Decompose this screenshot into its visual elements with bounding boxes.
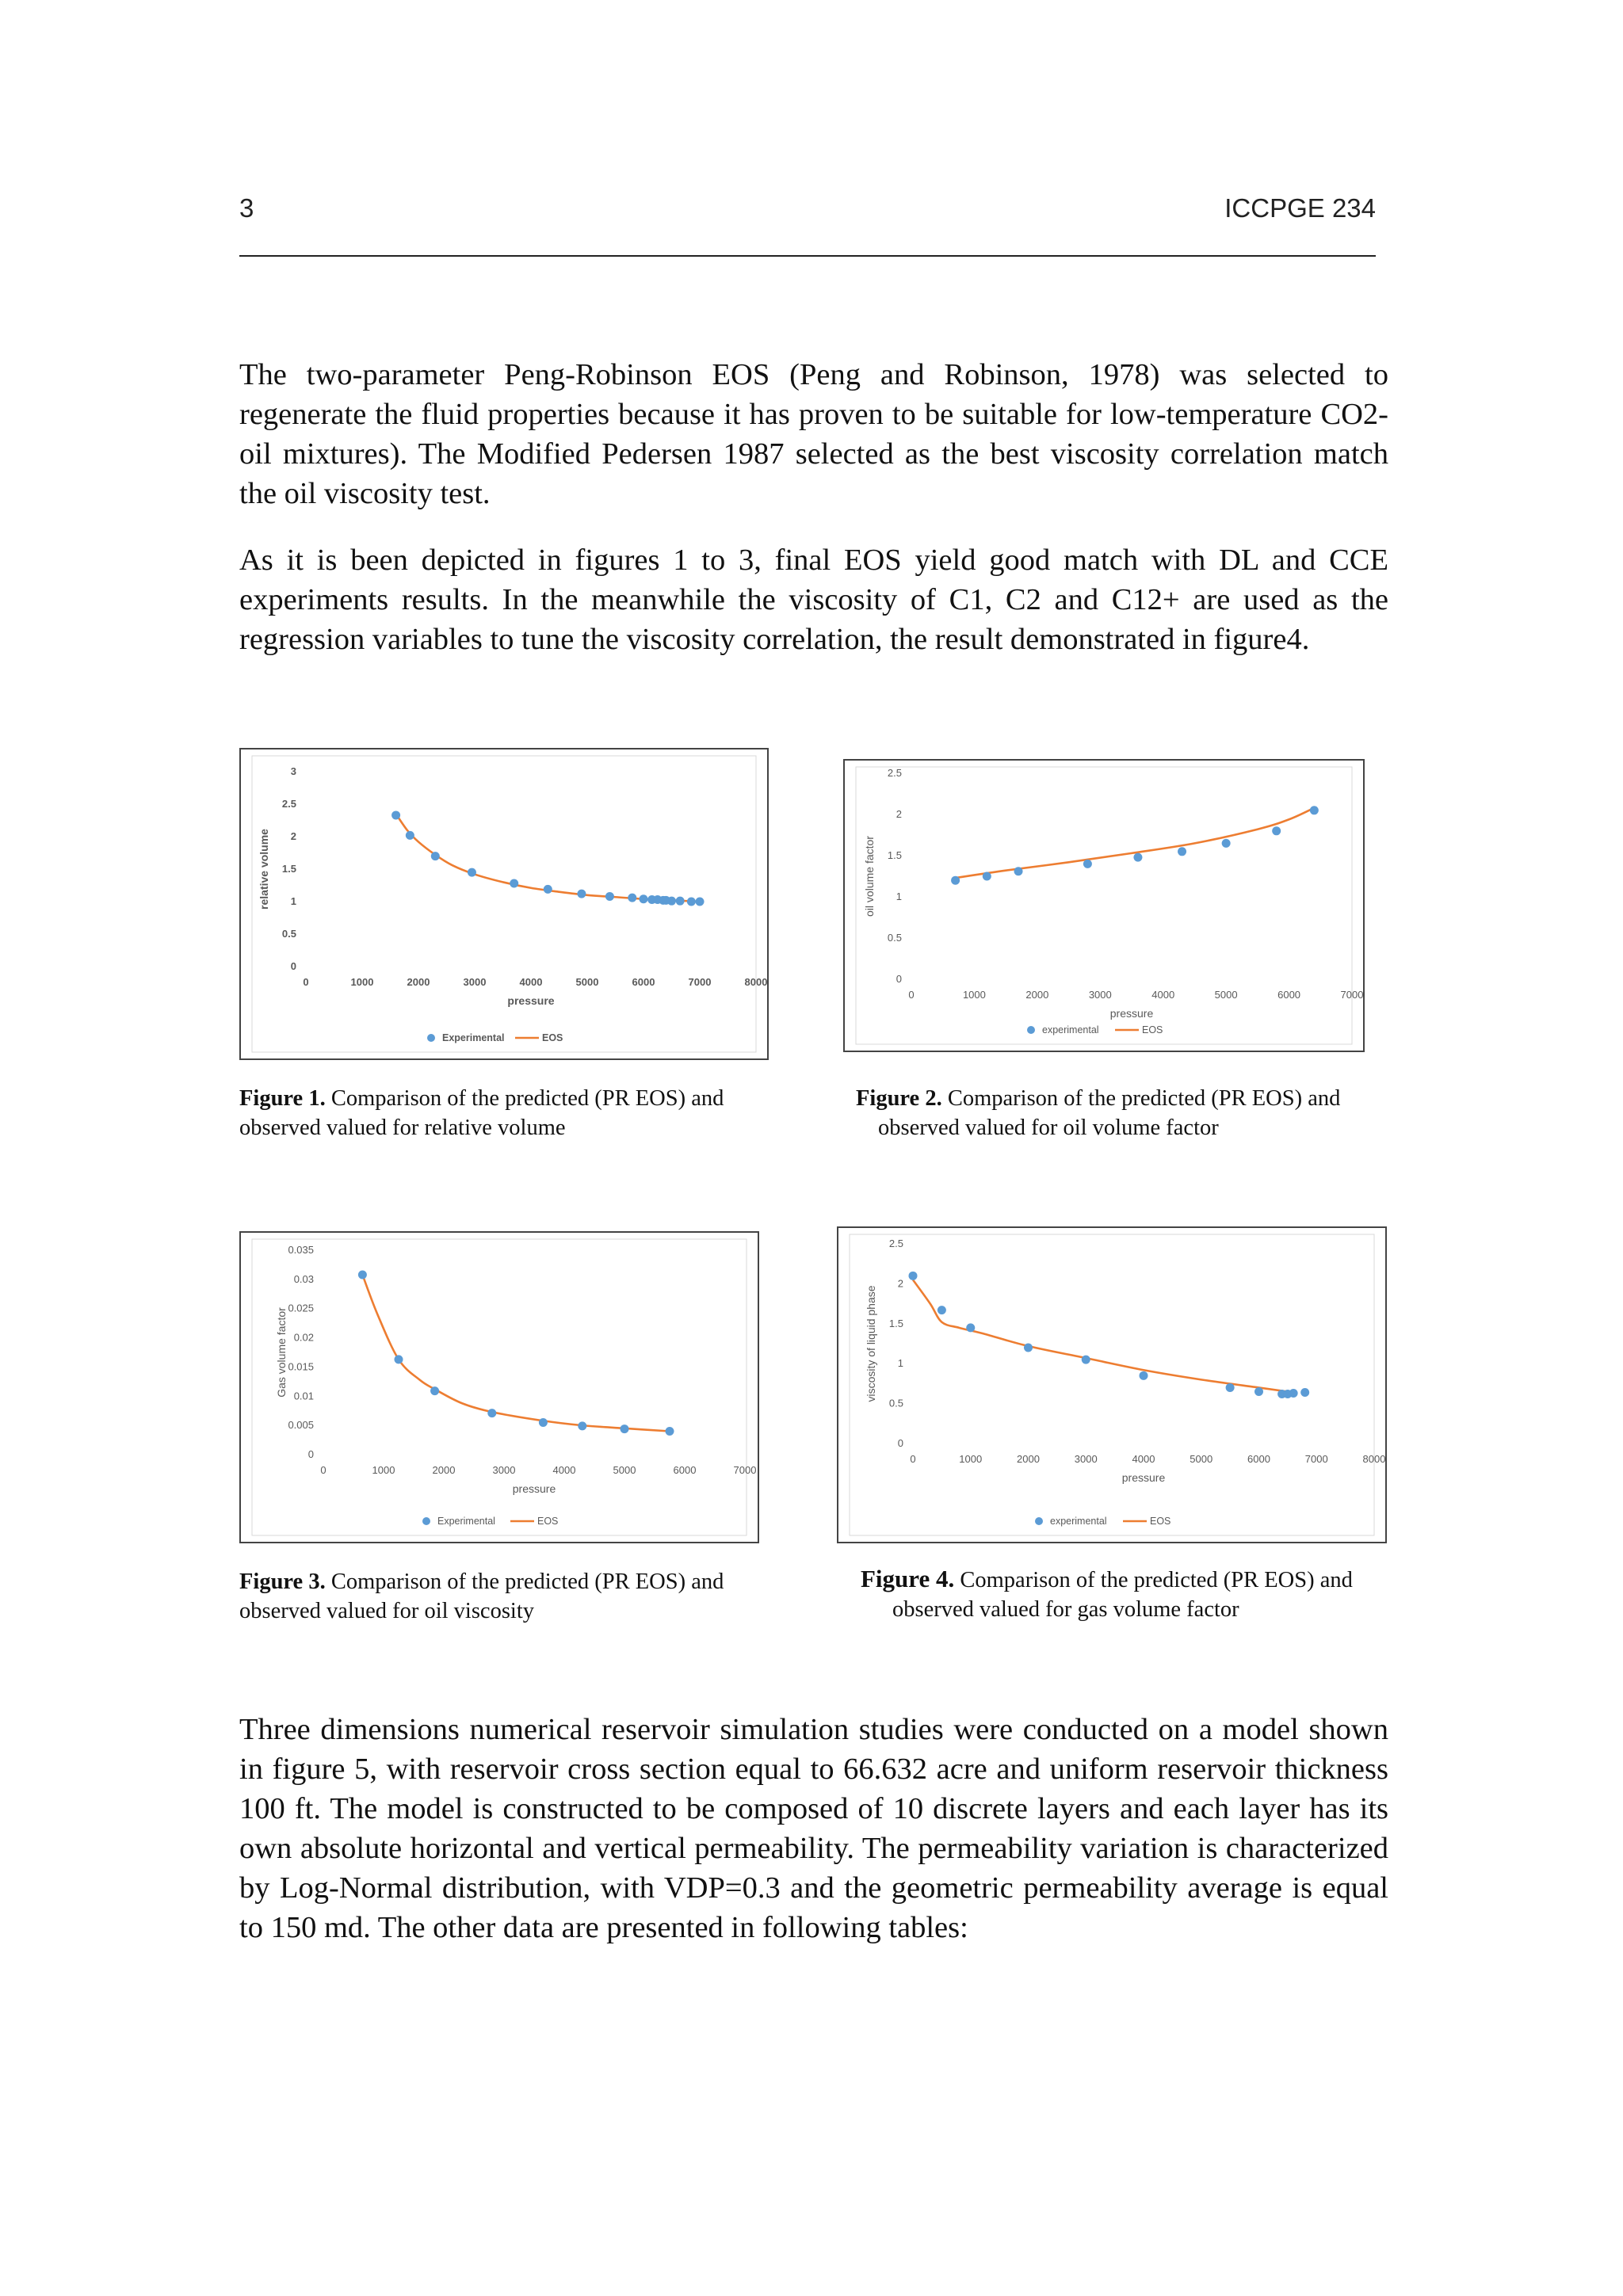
caption-line-2: observed valued for oil viscosity <box>239 1599 535 1623</box>
y-tick-label: 2.5 <box>887 767 902 779</box>
legend-eos-label: EOS <box>1150 1516 1171 1527</box>
y-tick-label: 0.015 <box>288 1360 314 1373</box>
caption-label: Figure 2. <box>856 1086 942 1111</box>
y-tick-label: 3 <box>290 765 296 777</box>
experimental-data-point <box>406 831 414 840</box>
experimental-data-point <box>938 1306 946 1314</box>
legend-experimental-marker <box>1027 1026 1035 1034</box>
paragraph-simulation-model: Three dimensions numerical reservoir simulation studies were conducted on a model shown in figure 5, with reservoir cross section equal to 66.632 acre and uniform reservoir thickness 100 ft. The model is constructed to be composed of 10 discrete layers and each layer has its own absolute horizontal and vertical permeability. The permeability variation is characterized by Log-Normal distribution, with VDP=0.3 and the geometric permeability average is equal to 150 md. The other data are presented in following tables: <box>239 1713 1388 1944</box>
y-tick-label: 2 <box>896 808 902 820</box>
legend-experimental-label: Experimental <box>437 1516 495 1527</box>
experimental-data-point <box>605 892 614 901</box>
experimental-data-point <box>640 894 648 903</box>
chart-frame <box>850 1234 1374 1535</box>
experimental-data-point <box>1289 1389 1298 1398</box>
x-tick-label: 2000 <box>1017 1453 1040 1465</box>
chart-frame <box>252 1239 747 1535</box>
experimental-data-point <box>1178 847 1186 856</box>
chart-2-svg <box>845 761 1363 1051</box>
experimental-data-point <box>1272 826 1281 835</box>
y-axis-label: oil volume factor <box>863 836 876 917</box>
y-tick-label: 1.5 <box>281 863 296 875</box>
y-axis-label: relative volume <box>258 829 270 910</box>
x-tick-label: 1000 <box>962 989 986 1001</box>
chart-frame <box>856 767 1352 1044</box>
x-tick-label: 3000 <box>463 976 487 988</box>
y-tick-label: 2.5 <box>281 798 296 810</box>
figure-1-caption <box>239 1084 794 1142</box>
y-tick-label: 0.5 <box>887 932 902 944</box>
caption-line-1: Comparison of the predicted (PR EOS) and <box>330 1086 724 1111</box>
x-tick-label: 5000 <box>575 976 599 988</box>
caption-line-2: observed valued for gas volume factor <box>892 1597 1239 1622</box>
y-tick-label: 0.005 <box>288 1419 314 1432</box>
header-rule <box>239 255 1376 257</box>
legend-experimental-marker <box>427 1034 435 1042</box>
experimental-data-point <box>1014 867 1023 875</box>
y-tick-label: 1.5 <box>887 849 902 861</box>
y-tick-label: 0.02 <box>293 1331 314 1344</box>
experimental-data-point <box>909 1272 918 1280</box>
figure-4-liquid-viscosity-chart <box>837 1226 1387 1543</box>
figure-1-relative-volume-chart <box>239 748 769 1060</box>
y-tick-label: 0 <box>307 1448 314 1460</box>
figure-4-caption <box>861 1564 1415 1624</box>
x-axis-label: pressure <box>512 1482 556 1495</box>
x-tick-label: 3000 <box>492 1464 516 1476</box>
figure-3-gas-volume-factor-chart <box>239 1231 759 1543</box>
x-tick-label: 6000 <box>1247 1453 1270 1465</box>
x-tick-label: 3000 <box>1088 989 1112 1001</box>
x-axis-label: pressure <box>507 994 555 1007</box>
experimental-data-point <box>468 868 476 877</box>
caption-line-1: Comparison of the predicted (PR EOS) and <box>947 1086 1341 1111</box>
legend-experimental-marker <box>422 1517 430 1525</box>
legend-eos-label: EOS <box>1142 1024 1163 1035</box>
experimental-data-point <box>666 1427 674 1436</box>
experimental-data-point <box>487 1409 496 1417</box>
x-tick-label: 1000 <box>350 976 374 988</box>
paper-code: ICCPGE 234 <box>1224 193 1376 223</box>
experimental-data-point <box>1254 1387 1263 1396</box>
legend-experimental-label: Experimental <box>442 1032 505 1043</box>
x-tick-label: 5000 <box>1214 989 1238 1001</box>
experimental-data-point <box>1133 853 1142 862</box>
experimental-data-point <box>696 898 705 906</box>
y-tick-label: 0.025 <box>288 1302 314 1314</box>
x-tick-label: 2000 <box>432 1464 456 1476</box>
page-number: 3 <box>239 193 254 223</box>
caption-line-2: observed valued for oil volume factor <box>878 1116 1219 1140</box>
y-tick-label: 0.01 <box>293 1390 314 1402</box>
legend-eos-label: EOS <box>542 1032 563 1043</box>
x-tick-label: 1000 <box>372 1464 395 1476</box>
y-tick-label: 1 <box>897 1357 903 1370</box>
y-tick-label: 2 <box>897 1277 903 1290</box>
y-tick-label: 2.5 <box>888 1238 903 1249</box>
x-tick-label: 2000 <box>1025 989 1049 1001</box>
experimental-data-point <box>1083 860 1092 868</box>
y-tick-label: 1.5 <box>888 1317 903 1329</box>
x-tick-label: 4000 <box>1151 989 1175 1001</box>
chart-3-svg <box>241 1233 758 1542</box>
x-tick-label: 0 <box>303 976 309 988</box>
x-tick-label: 7000 <box>688 976 712 988</box>
y-tick-label: 0.035 <box>288 1244 314 1256</box>
legend-experimental-marker <box>1035 1517 1043 1525</box>
x-tick-label: 7000 <box>1304 1453 1328 1465</box>
experimental-data-point <box>1226 1383 1235 1392</box>
y-tick-label: 0.5 <box>281 928 296 940</box>
x-tick-label: 4000 <box>1132 1453 1155 1465</box>
x-tick-label: 7000 <box>1340 989 1363 1001</box>
experimental-data-point <box>628 894 636 902</box>
experimental-data-point <box>577 890 586 898</box>
experimental-data-point <box>391 810 400 819</box>
experimental-data-point <box>1310 806 1319 814</box>
figure-2-caption <box>856 1084 1411 1142</box>
experimental-data-point <box>431 852 440 860</box>
eos-series-line <box>956 808 1315 878</box>
eos-series-line <box>913 1280 1288 1391</box>
experimental-data-point <box>687 898 696 906</box>
x-tick-label: 1000 <box>959 1453 983 1465</box>
experimental-data-point <box>544 885 552 894</box>
x-axis-label: pressure <box>1121 1471 1166 1484</box>
caption-label: Figure 3. <box>239 1569 326 1594</box>
y-tick-label: 0.5 <box>888 1397 903 1409</box>
x-tick-label: 0 <box>910 1453 916 1465</box>
x-tick-label: 0 <box>908 989 915 1001</box>
caption-label: Figure 1. <box>239 1086 326 1111</box>
x-tick-label: 6000 <box>632 976 655 988</box>
legend-experimental-label: experimental <box>1050 1516 1107 1527</box>
x-tick-label: 7000 <box>733 1464 757 1476</box>
caption-line-1: Comparison of the predicted (PR EOS) and <box>330 1569 724 1594</box>
experimental-data-point <box>951 876 960 885</box>
legend-experimental-label: experimental <box>1042 1024 1099 1035</box>
experimental-data-point <box>430 1386 439 1395</box>
experimental-data-point <box>1222 839 1231 848</box>
experimental-data-point <box>621 1425 629 1433</box>
y-tick-label: 0 <box>896 973 902 985</box>
chart-4-svg <box>838 1228 1385 1542</box>
x-tick-label: 8000 <box>744 976 767 988</box>
experimental-data-point <box>1024 1344 1033 1352</box>
x-tick-label: 4000 <box>552 1464 576 1476</box>
x-tick-label: 6000 <box>1277 989 1301 1001</box>
y-axis-label: Gas volume factor <box>275 1307 288 1398</box>
x-tick-label: 3000 <box>1074 1453 1098 1465</box>
eos-series-line <box>362 1275 670 1432</box>
figure-2-oil-volume-factor-chart <box>843 759 1365 1052</box>
experimental-data-point <box>676 897 685 906</box>
y-axis-label: viscosity of liquid phase <box>865 1285 877 1402</box>
experimental-data-point <box>358 1270 367 1279</box>
y-tick-label: 0 <box>290 960 296 972</box>
y-tick-label: 0 <box>897 1437 903 1449</box>
paragraph-eos-selection: The two-parameter Peng-Robinson EOS (Peng and Robinson, 1978) was selected to regenerate the fluid properties because it has proven to be suitable for low-temperature CO2-oil mixtures). The Modified Pedersen 1987 selected as the best viscosity correlation match the oil viscosity test. <box>239 358 1388 510</box>
x-tick-label: 4000 <box>519 976 543 988</box>
figure-3-caption <box>239 1567 794 1626</box>
legend-eos-label: EOS <box>537 1516 559 1527</box>
experimental-data-point <box>395 1355 403 1363</box>
caption-label: Figure 4. <box>861 1565 955 1592</box>
x-tick-label: 0 <box>320 1464 327 1476</box>
experimental-data-point <box>510 879 518 888</box>
experimental-data-point <box>667 897 676 906</box>
x-tick-label: 5000 <box>613 1464 636 1476</box>
experimental-data-point <box>1082 1356 1090 1364</box>
y-tick-label: 1 <box>290 895 296 907</box>
y-tick-label: 2 <box>290 830 296 842</box>
x-tick-label: 6000 <box>673 1464 697 1476</box>
experimental-data-point <box>966 1323 975 1332</box>
chart-1-svg <box>241 749 767 1058</box>
x-tick-label: 5000 <box>1190 1453 1213 1465</box>
experimental-data-point <box>1140 1371 1148 1380</box>
y-tick-label: 1 <box>896 891 902 902</box>
experimental-data-point <box>983 872 991 881</box>
caption-line-2: observed valued for relative volume <box>239 1116 566 1140</box>
x-axis-label: pressure <box>1109 1007 1154 1020</box>
experimental-data-point <box>539 1418 548 1427</box>
x-tick-label: 2000 <box>407 976 430 988</box>
caption-line-1: Comparison of the predicted (PR EOS) and <box>960 1568 1353 1592</box>
experimental-data-point <box>578 1421 586 1430</box>
y-tick-label: 0.03 <box>293 1272 314 1285</box>
experimental-data-point <box>1300 1388 1309 1397</box>
paragraph-eos-match: As it is been depicted in figures 1 to 3, final EOS yield good match with DL and CCE experiments results. In the meanwhile the viscosity of C1, C2 and C12+ are used as the regression variables to tune the viscosity correlation, the result demonstrated in figure4. <box>239 543 1388 656</box>
x-tick-label: 8000 <box>1362 1453 1385 1465</box>
